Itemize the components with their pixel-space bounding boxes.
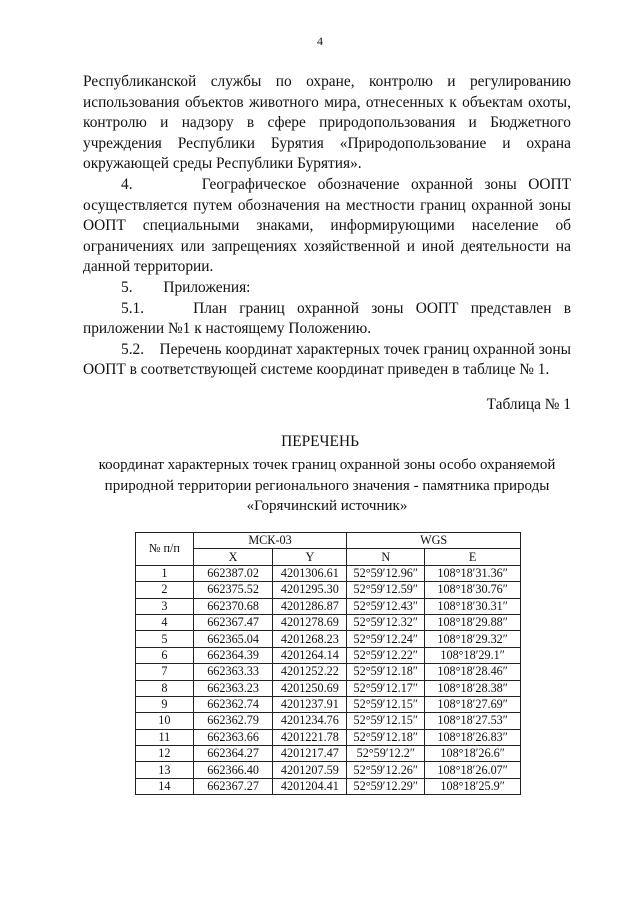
cell-lon: 108°18′31.36″ [425,565,521,581]
cell-x: 662387.02 [193,565,273,581]
document-body [83,72,571,381]
header-y: Y [273,549,347,565]
cell-x: 662375.52 [193,582,273,598]
table-row [136,778,521,794]
header-e: E [425,549,521,565]
cell-y: 4201268.23 [273,631,347,647]
cell-lat: 52°59′12.26″ [347,762,425,778]
cell-y: 4201286.87 [273,598,347,614]
cell-lon: 108°18′30.76″ [425,582,521,598]
cell-y: 4201252.22 [273,664,347,680]
table-row [136,713,521,729]
cell-lon: 108°18′29.1″ [425,647,521,663]
table-body [136,565,521,794]
cell-y: 4201295.30 [273,582,347,598]
cell-x: 662367.47 [193,614,273,630]
table-row [136,598,521,614]
cell-y: 4201250.69 [273,680,347,696]
cell-lon: 108°18′28.38″ [425,680,521,696]
cell-y: 4201234.76 [273,713,347,729]
cell-lat: 52°59′12.96″ [347,565,425,581]
table-row [136,631,521,647]
page-number: 4 [317,34,323,48]
table-row [136,729,521,745]
cell-lat: 52°59′12.2″ [347,746,425,762]
cell-y: 4201306.61 [273,565,347,581]
coordinates-table [135,532,521,795]
cell-num: 3 [136,598,194,614]
table-row [136,647,521,663]
cell-x: 662363.23 [193,680,273,696]
cell-lon: 108°18′27.69″ [425,696,521,712]
cell-lon: 108°18′29.32″ [425,631,521,647]
cell-lat: 52°59′12.17″ [347,680,425,696]
cell-lat: 52°59′12.24″ [347,631,425,647]
cell-num: 9 [136,696,194,712]
cell-lon: 108°18′25.9″ [425,778,521,794]
cell-lat: 52°59′12.15″ [347,696,425,712]
cell-num: 2 [136,582,194,598]
cell-num: 14 [136,778,194,794]
list-subtitle: координат характерных точек границ охранной зоны особо охраняемой природной территории регионального значения - памятника природы «Горячинский источник» [98,457,556,514]
cell-lon: 108°18′26.6″ [425,746,521,762]
cell-x: 662364.27 [193,746,273,762]
table-row [136,582,521,598]
paragraph-item-5-2: 5.2. Перечень координат характерных точек границ охранной зоны ООПТ в соответствующей системе координат приведен в таблице № 1. [83,340,571,379]
table-row [136,762,521,778]
table-row [136,565,521,581]
cell-lat: 52°59′12.22″ [347,647,425,663]
cell-lat: 52°59′12.29″ [347,778,425,794]
cell-lon: 108°18′27.53″ [425,713,521,729]
table-row [136,680,521,696]
cell-num: 1 [136,565,194,581]
cell-num: 13 [136,762,194,778]
paragraph-item-5-1: 5.1. План границ охранной зоны ООПТ представлен в приложении №1 к настоящему Положению. [83,299,571,338]
header-n: N [347,549,425,565]
cell-num: 12 [136,746,194,762]
cell-num: 10 [136,713,194,729]
table-row [136,746,521,762]
cell-num: 7 [136,664,194,680]
cell-y: 4201221.78 [273,729,347,745]
cell-x: 662367.27 [193,778,273,794]
table-row [136,696,521,712]
cell-lon: 108°18′26.07″ [425,762,521,778]
cell-x: 662364.39 [193,647,273,663]
cell-lon: 108°18′29.88″ [425,614,521,630]
cell-num: 8 [136,680,194,696]
cell-lat: 52°59′12.15″ [347,713,425,729]
cell-x: 662365.04 [193,631,273,647]
paragraph-item-5: 5. Приложения: [121,278,251,296]
cell-lon: 108°18′30.31″ [425,598,521,614]
list-title: ПЕРЕЧЕНЬ [281,433,359,450]
cell-lon: 108°18′26.83″ [425,729,521,745]
cell-x: 662363.33 [193,664,273,680]
header-group-wgs: WGS [347,533,521,549]
cell-lat: 52°59′12.32″ [347,614,425,630]
cell-y: 4201204.41 [273,778,347,794]
cell-x: 662366.40 [193,762,273,778]
cell-lat: 52°59′12.43″ [347,598,425,614]
cell-lat: 52°59′12.18″ [347,729,425,745]
cell-lon: 108°18′28.46″ [425,664,521,680]
header-num: № п/п [136,533,194,566]
cell-num: 6 [136,647,194,663]
cell-x: 662362.74 [193,696,273,712]
paragraph-item-4: 4. Географическое обозначение охранной зоны ООПТ осуществляется путем обозначения на местности границ охранной зоны ООПТ специальными знаками, информирующими население об ограничениях или запрещениях хозяйственной и иной деятельности на данной территории. [83,175,571,276]
cell-lat: 52°59′12.18″ [347,664,425,680]
cell-lat: 52°59′12.59″ [347,582,425,598]
cell-num: 11 [136,729,194,745]
cell-y: 4201278.69 [273,614,347,630]
cell-y: 4201217.47 [273,746,347,762]
cell-y: 4201237.91 [273,696,347,712]
header-x: X [193,549,273,565]
cell-x: 662362.79 [193,713,273,729]
cell-x: 662363.66 [193,729,273,745]
cell-y: 4201264.14 [273,647,347,663]
cell-y: 4201207.59 [273,762,347,778]
paragraph-continuation: Республиканской службы по охране, контролю и регулированию использования объектов животного мира, отнесенных к объектам охоты, контролю и надзору в сфере природопользования и Бюджетного учреждения Республики Бурятия «Природопользование и охрана окружающей среды Республики Бурятия». [83,73,571,173]
table-row [136,614,521,630]
table-row [136,664,521,680]
cell-num: 4 [136,614,194,630]
cell-x: 662370.68 [193,598,273,614]
header-group-msk: МСК-03 [193,533,347,549]
cell-num: 5 [136,631,194,647]
table-caption: Таблица № 1 [486,396,571,413]
